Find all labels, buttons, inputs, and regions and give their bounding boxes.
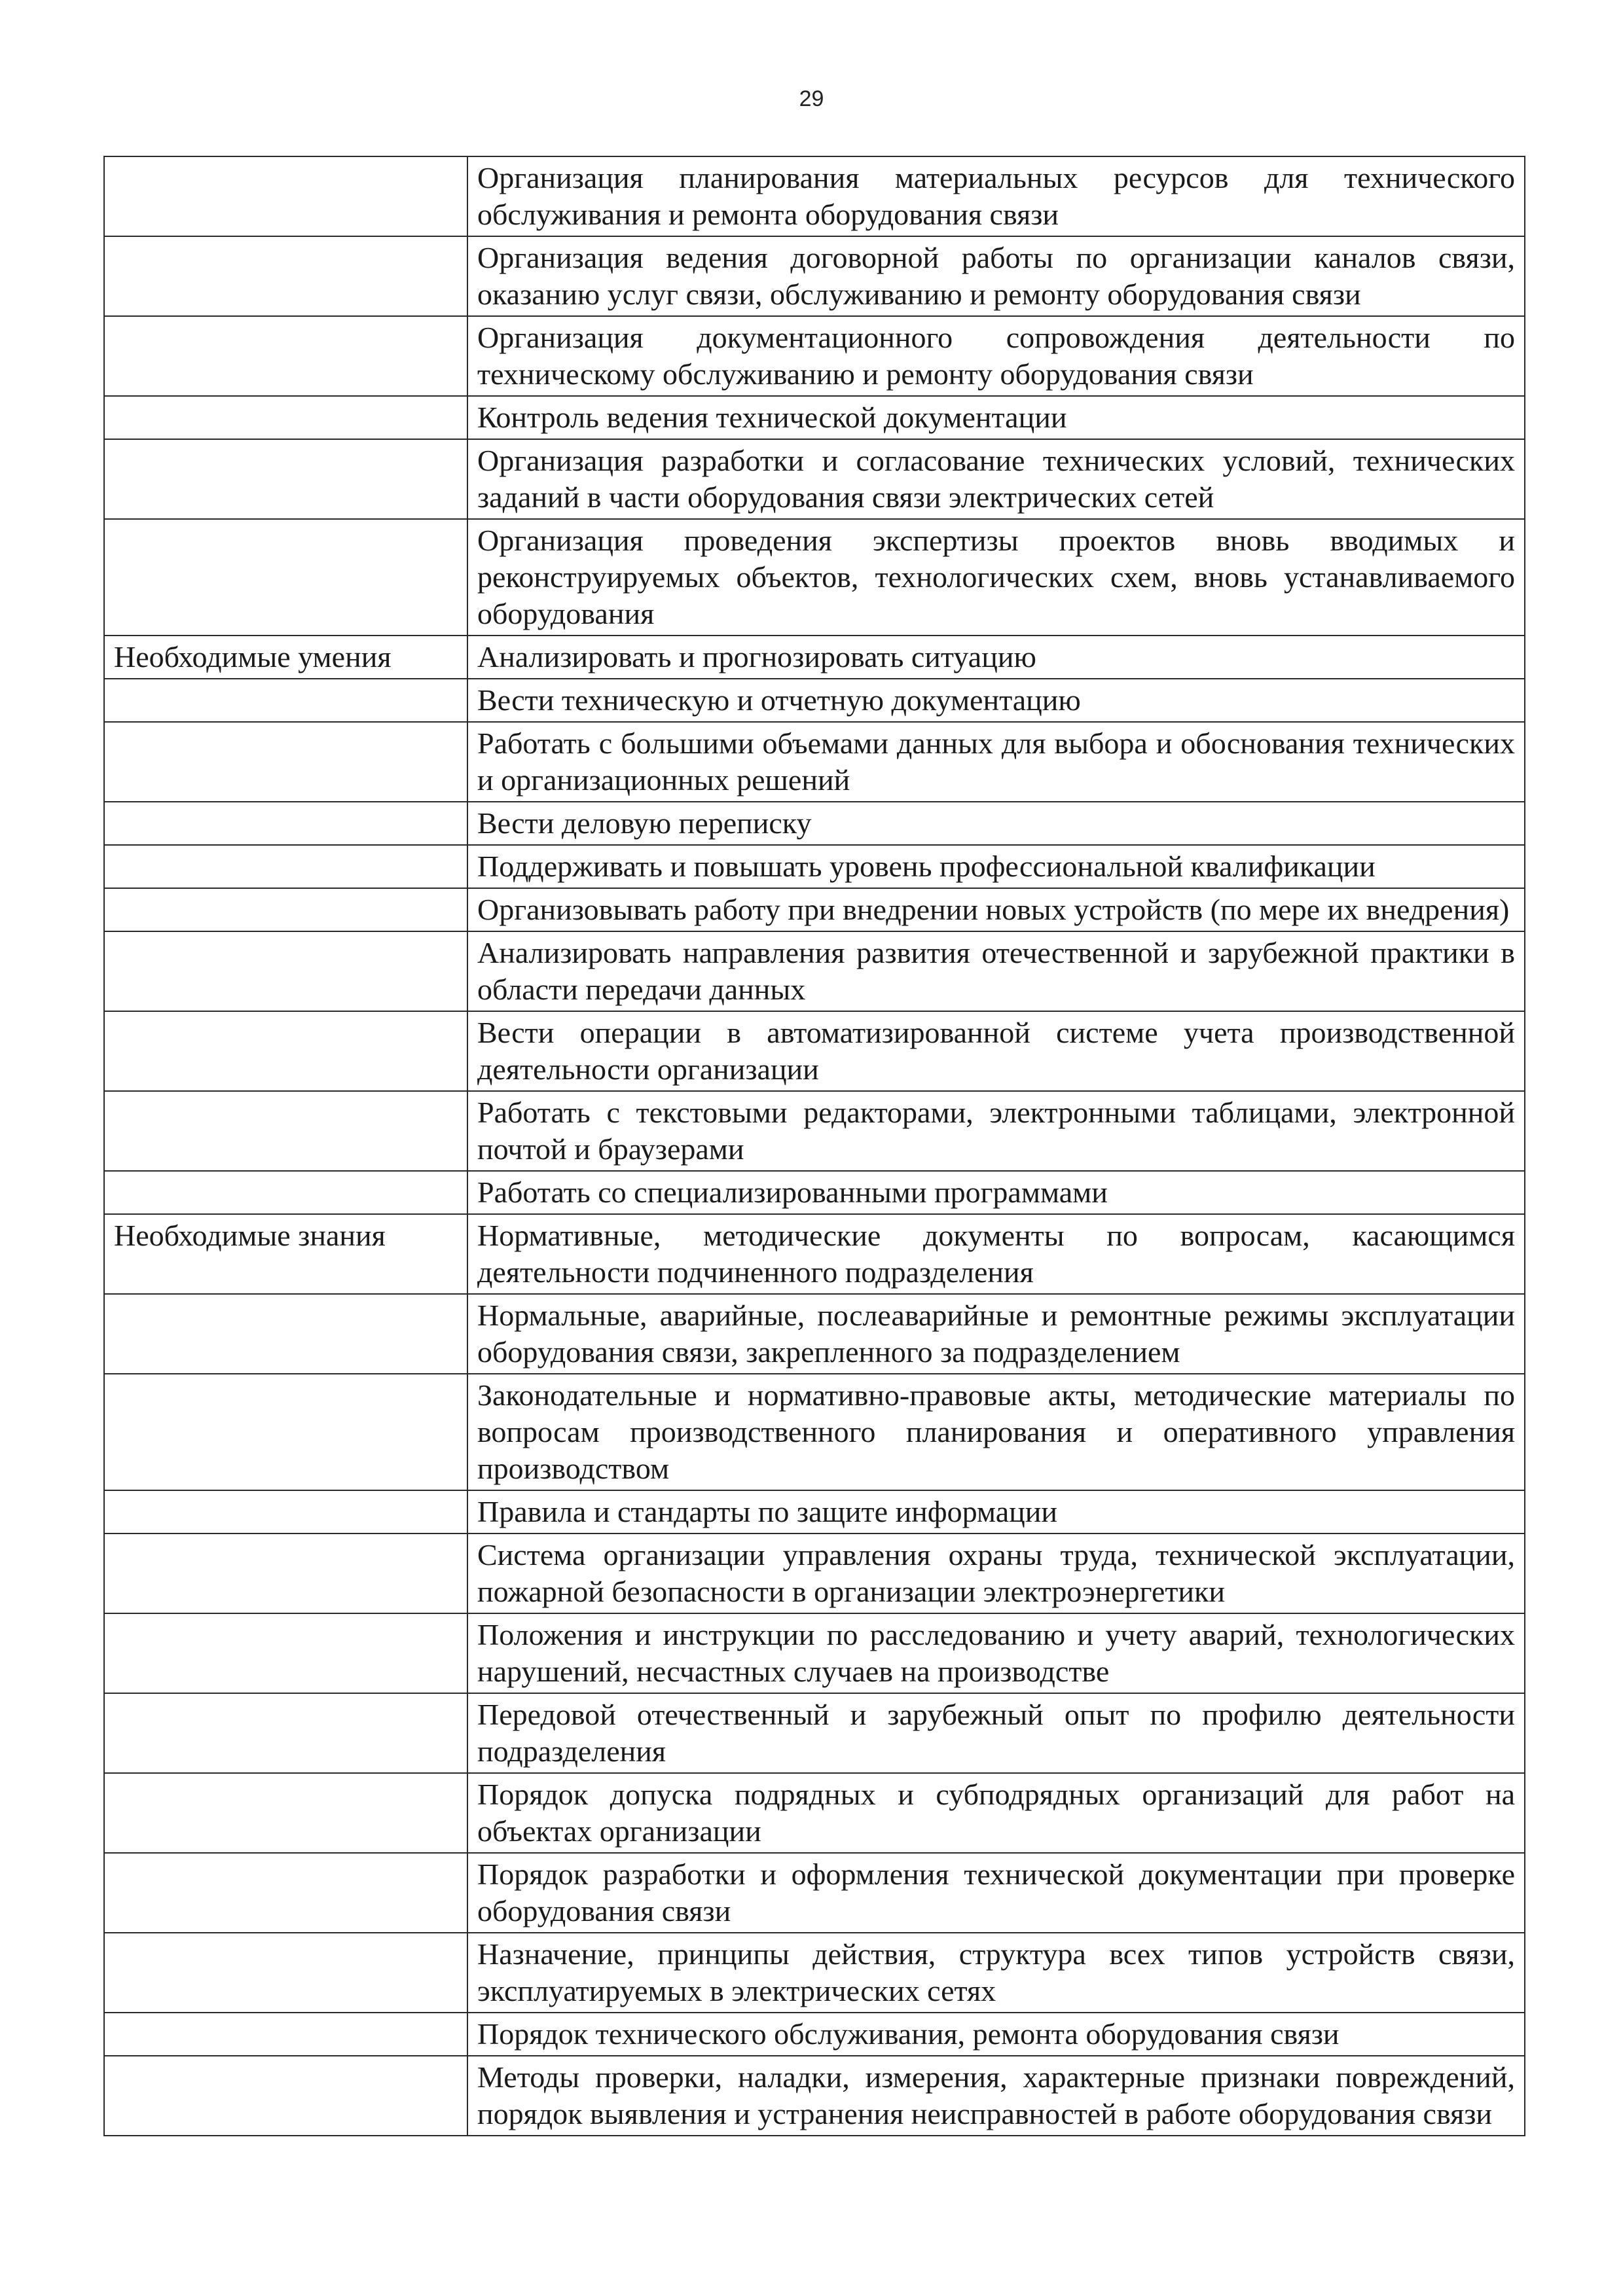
table-cell: Поддерживать и повышать уровень профессиональной квалификации [467,845,1525,888]
table-row [104,636,1525,679]
table-cell: Работать с большими объемами данных для выбора и обоснования технических и организационных решений [467,722,1525,802]
table-row [104,1490,1525,1534]
label-cell-empty [104,316,467,396]
label-cell-empty [104,439,467,519]
label-cell-empty [104,1374,467,1490]
table-row [104,1933,1525,2013]
competency-table [103,156,1525,2136]
table-cell: Организация планирования материальных ресурсов для технического обслуживания и ремонта оборудования связи [467,156,1525,236]
table-row [104,156,1525,236]
table-row [104,396,1525,439]
table-row [104,722,1525,802]
label-cell-empty [104,722,467,802]
table-row [104,1171,1525,1214]
table-cell: Назначение, принципы действия, структура всех типов устройств связи, эксплуатируемых в электрических сетях [467,1933,1525,2013]
label-cell-empty [104,845,467,888]
table-row [104,316,1525,396]
label-cell-empty [104,1091,467,1171]
label-cell-empty [104,1853,467,1933]
table-row [104,1693,1525,1773]
label-cell-empty [104,1773,467,1853]
label-cell-empty [104,1490,467,1534]
table-row [104,1214,1525,1294]
label-cell-empty [104,1294,467,1374]
table-cell: Работать с текстовыми редакторами, электронными таблицами, электронной почтой и браузерами [467,1091,1525,1171]
table-row [104,439,1525,519]
table-row [104,888,1525,931]
table-cell: Правила и стандарты по защите информации [467,1490,1525,1534]
table-cell: Законодательные и нормативно-правовые акты, методические материалы по вопросам производственного планирования и оперативного управления производством [467,1374,1525,1490]
label-cell-empty [104,888,467,931]
table-row [104,236,1525,316]
section-label-knowledge: Необходимые знания [104,1214,467,1294]
table-cell: Порядок разработки и оформления технической документации при проверке оборудования связи [467,1853,1525,1933]
table-row [104,1091,1525,1171]
table-cell: Порядок допуска подрядных и субподрядных организаций для работ на объектах организации [467,1773,1525,1853]
label-cell-empty [104,1011,467,1091]
table-cell: Организация проведения экспертизы проектов вновь вводимых и реконструируемых объектов, технологических схем, вновь устанавливаемого оборудования [467,519,1525,636]
table-row [104,1853,1525,1933]
section-label [104,156,467,236]
table-cell: Организация ведения договорной работы по организации каналов связи, оказанию услуг связи, обслуживанию и ремонту оборудования связи [467,236,1525,316]
table-row [104,1534,1525,1613]
table-cell: Нормальные, аварийные, послеаварийные и ремонтные режимы эксплуатации оборудования связи, закрепленного за подразделением [467,1294,1525,1374]
table-cell: Анализировать и прогнозировать ситуацию [467,636,1525,679]
table-cell: Методы проверки, наладки, измерения, характерные признаки повреждений, порядок выявления и устранения неисправностей в работе оборудования связи [467,2056,1525,2136]
table-cell: Анализировать направления развития отечественной и зарубежной практики в области передачи данных [467,931,1525,1011]
table-row [104,2013,1525,2056]
label-cell-empty [104,1933,467,2013]
table-row [104,1374,1525,1490]
label-cell-empty [104,396,467,439]
table-cell: Нормативные, методические документы по вопросам, касающимся деятельности подчиненного подразделения [467,1214,1525,1294]
table-cell: Организация документационного сопровождения деятельности по техническому обслуживанию и ремонту оборудования связи [467,316,1525,396]
label-cell-empty [104,679,467,722]
table-cell: Порядок технического обслуживания, ремонта оборудования связи [467,2013,1525,2056]
table-row [104,1613,1525,1693]
label-cell-empty [104,1613,467,1693]
table-cell: Система организации управления охраны труда, технической эксплуатации, пожарной безопасности в организации электроэнергетики [467,1534,1525,1613]
label-cell-empty [104,931,467,1011]
table-cell: Организация разработки и согласование технических условий, технических заданий в части оборудования связи электрических сетей [467,439,1525,519]
page-number: 29 [799,86,824,111]
table-row [104,1294,1525,1374]
table-row [104,2056,1525,2136]
table-cell: Контроль ведения технической документации [467,396,1525,439]
table-cell: Вести техническую и отчетную документацию [467,679,1525,722]
table-row [104,679,1525,722]
label-cell-empty [104,1693,467,1773]
table-cell: Организовывать работу при внедрении новых устройств (по мере их внедрения) [467,888,1525,931]
table-row [104,1773,1525,1853]
table-row [104,1011,1525,1091]
label-cell-empty [104,236,467,316]
table-row [104,931,1525,1011]
table-cell: Положения и инструкции по расследованию и учету аварий, технологических нарушений, несчастных случаев на производстве [467,1613,1525,1693]
table-cell: Передовой отечественный и зарубежный опыт по профилю деятельности подразделения [467,1693,1525,1773]
label-cell-empty [104,802,467,845]
table-row [104,802,1525,845]
label-cell-empty [104,1171,467,1214]
label-cell-empty [104,2013,467,2056]
table-cell: Вести деловую переписку [467,802,1525,845]
table-cell: Работать со специализированными программами [467,1171,1525,1214]
table-row [104,519,1525,636]
label-cell-empty [104,2056,467,2136]
table-row [104,845,1525,888]
label-cell-empty [104,519,467,636]
label-cell-empty [104,1534,467,1613]
table-cell: Вести операции в автоматизированной системе учета производственной деятельности организации [467,1011,1525,1091]
section-label-skills: Необходимые умения [104,636,467,679]
